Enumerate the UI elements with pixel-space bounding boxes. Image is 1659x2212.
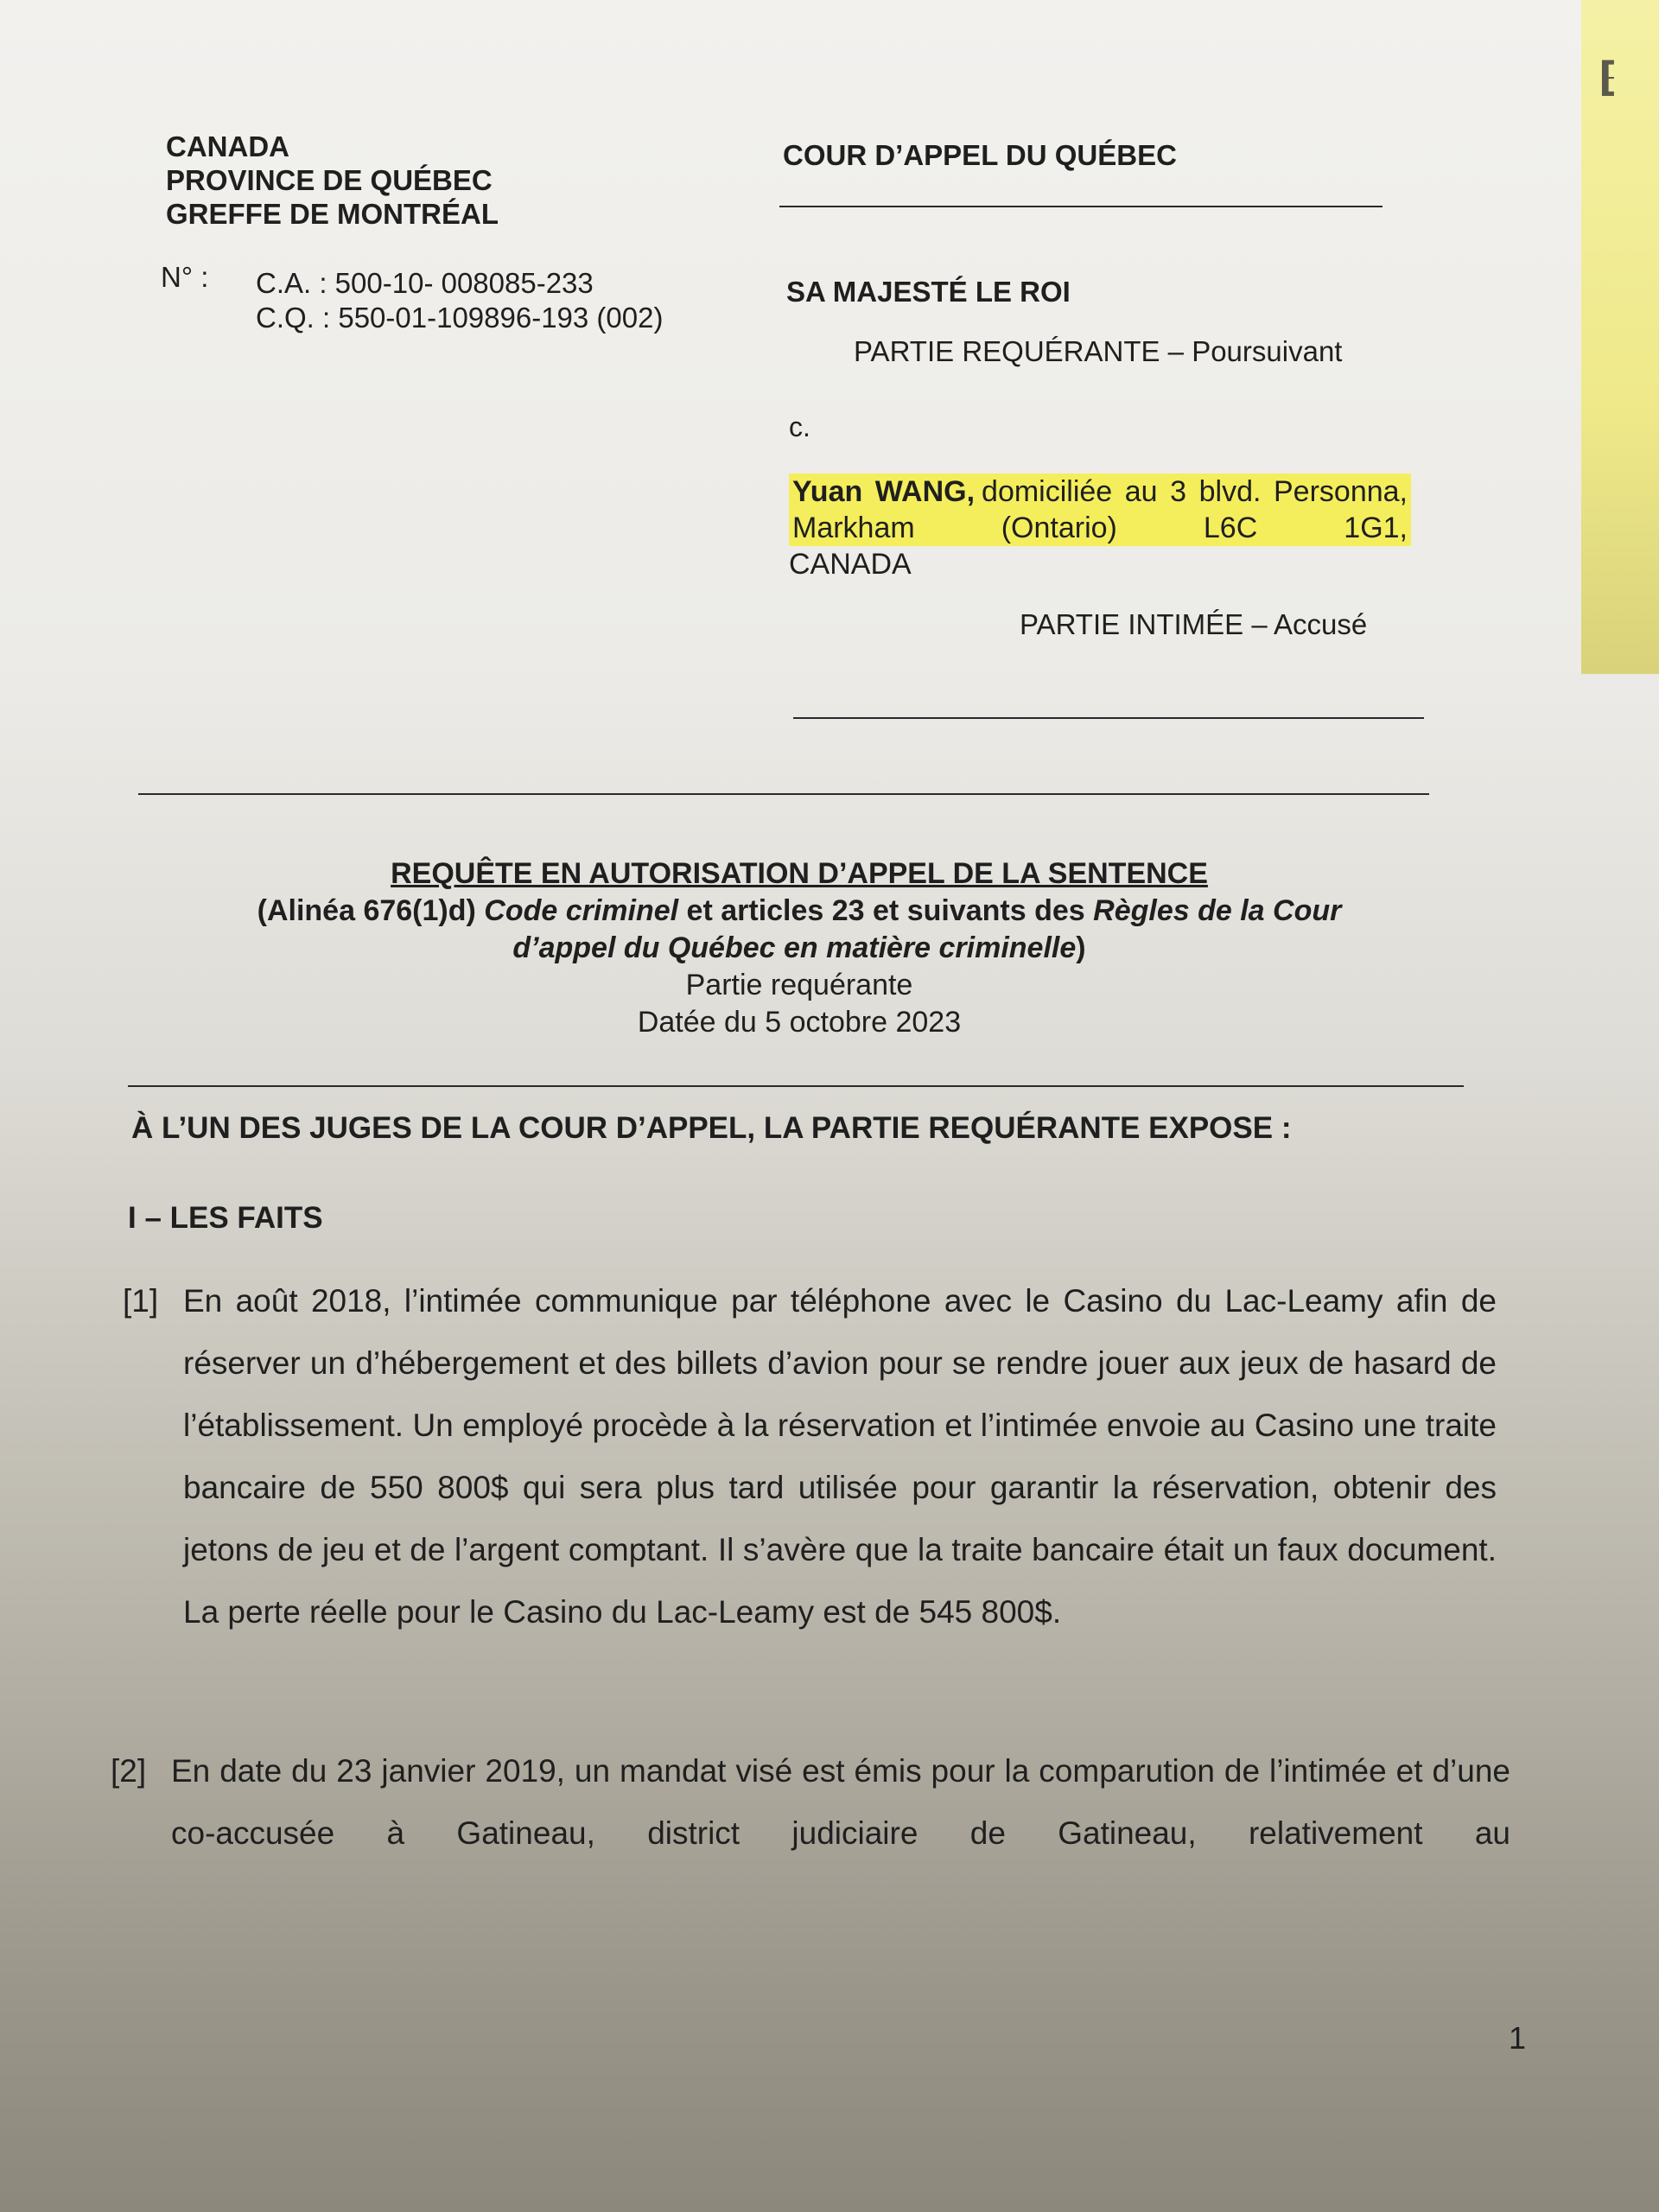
header-rule bbox=[138, 793, 1429, 795]
number-label: N° : bbox=[161, 261, 209, 293]
paragraph-number: [2] bbox=[111, 1753, 147, 1789]
respondent-country: CANADA bbox=[789, 548, 912, 581]
filing-date: Datée du 5 octobre 2023 bbox=[637, 1006, 962, 1039]
case-numbers bbox=[256, 266, 663, 335]
ca-number: C.A. : 500-10- 008085-233 bbox=[256, 267, 594, 299]
parties-rule bbox=[793, 717, 1424, 719]
section-title: I – LES FAITS bbox=[128, 1201, 323, 1235]
subtitle-part: ) bbox=[1076, 931, 1086, 964]
versus-label: c. bbox=[789, 411, 810, 442]
appellant-role: PARTIE REQUÉRANTE – Poursuivant bbox=[854, 335, 1343, 367]
court-rule bbox=[779, 206, 1382, 207]
jurisdiction-registry: GREFFE DE MONTRÉAL bbox=[166, 198, 499, 230]
paragraph-text: En août 2018, l’intimée communique par téléphone avec le Casino du Lac-Leamy afin de réserver un d’hébergement et des billets d’avion pour se rendre jouer aux jeux de hasard de l’établissement. Un employé procède à la réservation et l’intimée envoie au Casino une traite bancaire de 550 800$ qui sera plus tard utilisée pour garantir la réservation, obtenir des jetons de jeu et de l’argent comptant. Il s’avère que la traite bancaire était un faux document. La perte réelle pour le Casino du Lac-Leamy est de 545 800$. bbox=[183, 1283, 1497, 1630]
title-block bbox=[130, 855, 1469, 1041]
subtitle-part: Règles de la Cour d’appel du Québec en matière criminelle bbox=[512, 894, 1342, 964]
cq-number: C.Q. : 550-01-109896-193 (002) bbox=[256, 302, 664, 334]
jurisdiction-country: CANADA bbox=[166, 130, 289, 162]
filing-party: Partie requérante bbox=[685, 969, 913, 1001]
respondent-address: domiciliée au 3 blvd. Personna, Markham (Ontario) L6C 1G1, bbox=[789, 474, 1411, 546]
appellant-name: SA MAJESTÉ LE ROI bbox=[786, 276, 1071, 308]
document-title: REQUÊTE EN AUTORISATION D’APPEL DE LA SENTENCE bbox=[391, 857, 1208, 890]
address-line: À L’UN DES JUGES DE LA COUR D’APPEL, LA PARTIE REQUÉRANTE EXPOSE : bbox=[131, 1111, 1292, 1145]
page-number: 1 bbox=[1509, 2020, 1527, 2056]
paragraph-2 bbox=[111, 1740, 1510, 1865]
subtitle-part: Code criminel bbox=[484, 894, 679, 927]
sticky-note-tab bbox=[1581, 0, 1659, 674]
document-subtitle bbox=[130, 893, 1469, 967]
respondent-name: Yuan WANG, bbox=[789, 474, 978, 510]
tab-mark-icon: ⁅ bbox=[1599, 54, 1618, 100]
paragraph-1 bbox=[123, 1270, 1497, 1643]
subtitle-part: et articles 23 et suivants des bbox=[678, 894, 1094, 927]
subtitle-part: (Alinéa 676(1)d) bbox=[257, 894, 485, 927]
title-rule bbox=[128, 1085, 1464, 1087]
jurisdiction-block bbox=[166, 130, 499, 231]
paragraph-text: En date du 23 janvier 2019, un mandat visé est émis pour la comparution de l’intimée et d’une co-accusée à Gatineau, district judiciaire de Gatineau, relativement au bbox=[171, 1753, 1510, 1851]
respondent-line-1 bbox=[789, 474, 1411, 546]
respondent-role: PARTIE INTIMÉE – Accusé bbox=[1020, 608, 1368, 640]
court-name: COUR D’APPEL DU QUÉBEC bbox=[783, 139, 1177, 171]
jurisdiction-province: PROVINCE DE QUÉBEC bbox=[166, 164, 493, 196]
respondent-block bbox=[789, 474, 1411, 582]
paragraph-number: [1] bbox=[123, 1283, 159, 1319]
